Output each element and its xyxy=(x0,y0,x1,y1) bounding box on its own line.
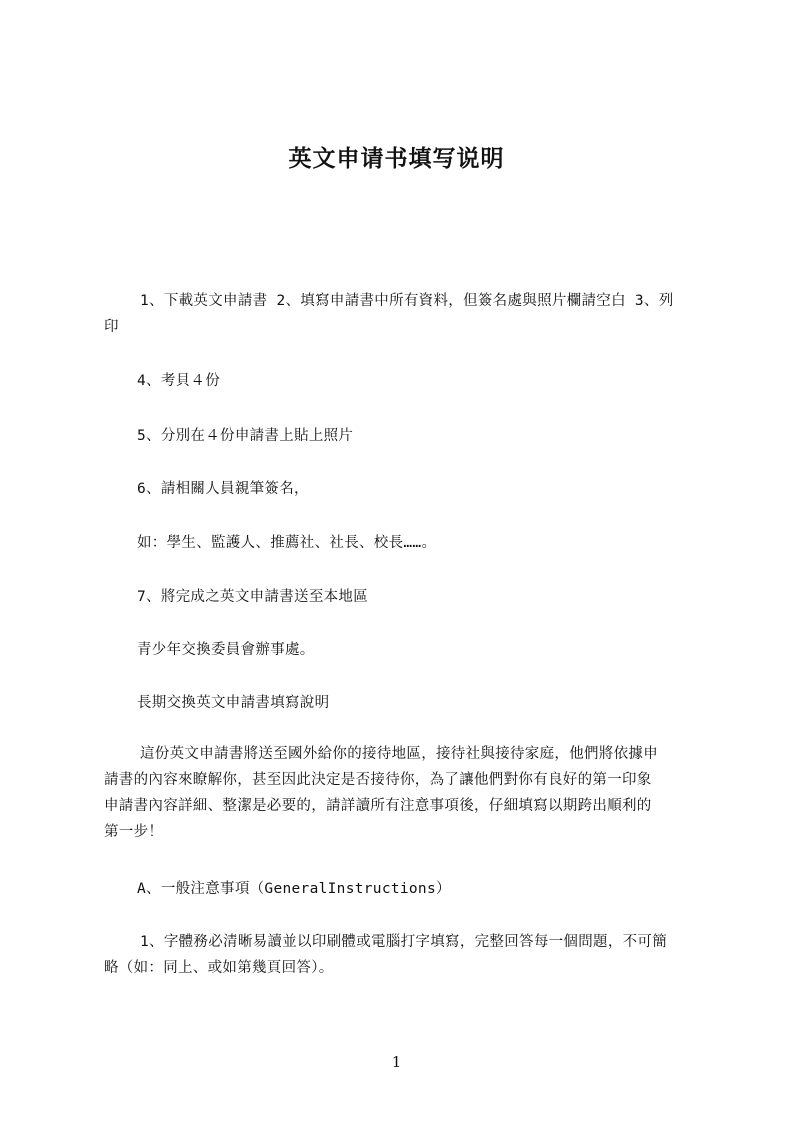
text-line: 7、將完成之英文申請書送至本地區 xyxy=(137,589,369,605)
paragraph-step-5 xyxy=(104,423,704,449)
page-title: 英文申请书填写说明 xyxy=(288,146,505,172)
paragraph-step-7 xyxy=(104,584,704,610)
paragraph-office xyxy=(104,637,704,663)
paragraph-intro xyxy=(104,741,704,845)
text-line: 青少年交換委員會辦事處。 xyxy=(137,642,315,658)
paragraph-instruction-1 xyxy=(104,929,704,981)
text-line: 1、字體務必清晰易讀並以印刷體或電腦打字填寫，完整回答每一個問題，不可簡 xyxy=(140,934,668,950)
text-line: 第一步！ xyxy=(104,824,164,840)
page-number: 1 xyxy=(391,1053,402,1071)
section-general-instructions xyxy=(104,876,704,902)
text-line: 印 xyxy=(104,319,119,335)
text-line: 如：學生、監護人、推薦社、社長、校長……。 xyxy=(137,535,437,551)
text-line: 請書的內容來瞭解你，甚至因此決定是否接待你，為了讓他們對你有良好的第一印象 xyxy=(104,772,652,788)
text-line: 1、下載英文申請書 2、填寫申請書中所有資料，但簽名處與照片欄請空白 3、列 xyxy=(140,293,674,309)
paragraph-step-4 xyxy=(104,368,704,394)
text-line: 這份英文申請書將送至國外給你的接待地區，接待社與接待家庭，他們將依據申 xyxy=(140,746,658,762)
text-line: 4、考貝４份 xyxy=(137,373,221,389)
text-line: 長期交換英文申請書填寫說明 xyxy=(137,695,330,711)
text-line: 5、分別在４份申請書上貼上照片 xyxy=(137,428,354,444)
text-line: A、一般注意事項（GeneralInstructions） xyxy=(137,881,451,897)
section-heading xyxy=(104,690,704,716)
text-line: 申請書內容詳細、整潔是必要的，請詳讀所有注意事項後，仔細填寫以期跨出順利的 xyxy=(104,798,652,814)
text-line: 6、請相關人員親筆簽名， xyxy=(137,481,309,497)
paragraph-step-6 xyxy=(104,476,704,502)
text-line: 略（如：同上、或如第幾頁回答）。 xyxy=(104,960,334,976)
paragraph-signers xyxy=(104,530,704,556)
paragraph-step-1-3 xyxy=(104,288,704,340)
